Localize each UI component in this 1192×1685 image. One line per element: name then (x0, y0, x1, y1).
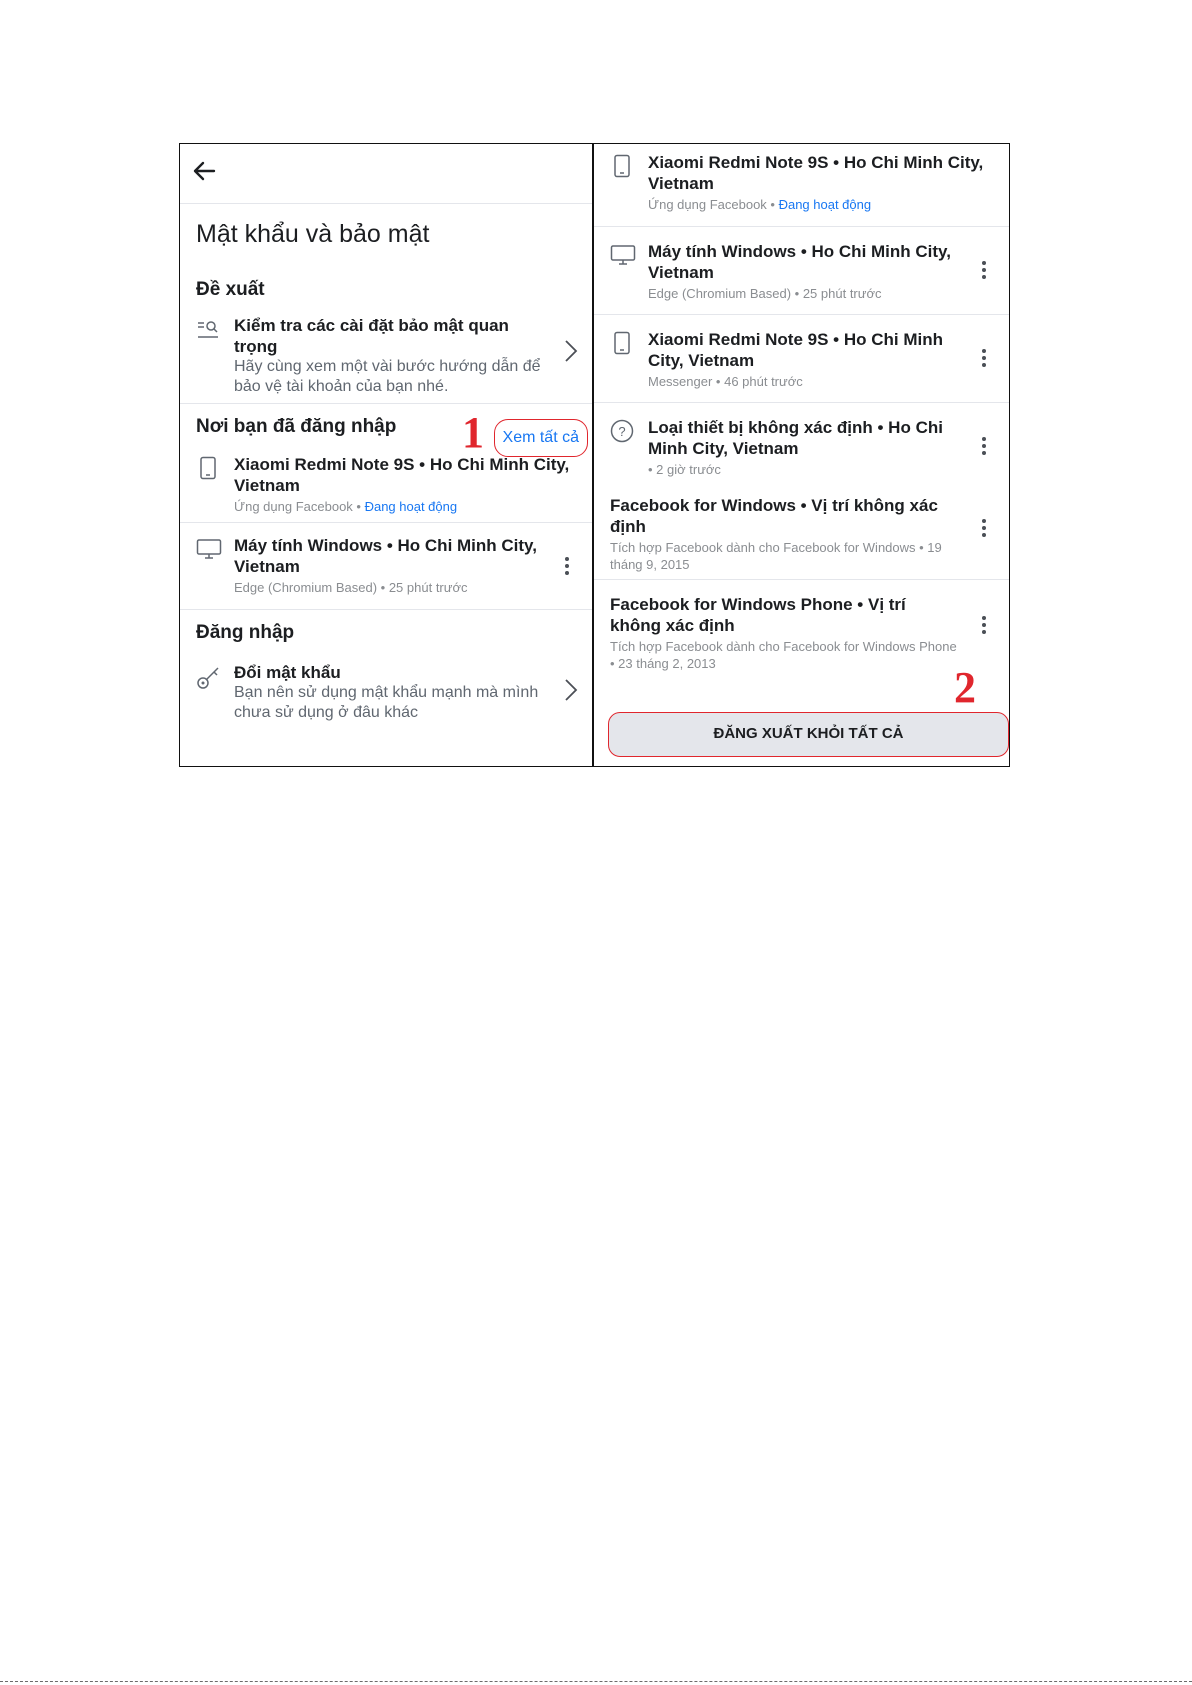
device-name: Xiaomi Redmi Note 9S • Ho Chi Minh City, Vietnam (234, 455, 570, 495)
session-meta: Messenger • 46 phút trước (648, 374, 803, 389)
change-password-title: Đổi mật khẩu (234, 663, 341, 682)
session-meta: • 2 giờ trước (648, 462, 721, 477)
see-all-button[interactable]: Xem tất cả (494, 419, 588, 457)
more-options-icon[interactable] (981, 616, 987, 636)
session-item[interactable] (594, 580, 1009, 674)
change-password-desc: Bạn nên sử dụng mật khẩu mạnh mà mình chưa sử dụng ở đâu khác (234, 684, 539, 721)
session-item[interactable] (594, 403, 1009, 487)
desktop-icon (196, 537, 220, 561)
device-item[interactable] (180, 444, 592, 522)
search-list-icon (196, 317, 220, 341)
chevron-right-icon (564, 678, 578, 702)
key-icon (196, 664, 220, 688)
question-icon (610, 419, 634, 443)
more-options-icon[interactable] (981, 349, 987, 369)
more-options-icon[interactable] (564, 557, 570, 577)
more-options-icon[interactable] (981, 519, 987, 539)
section-title-suggestions: Đề xuất (196, 279, 265, 300)
where-logged-in-panel (594, 144, 1009, 766)
page-footer-line (0, 1681, 1192, 1682)
security-check-title: Kiểm tra các cài đặt bảo mật quan trọng (234, 316, 509, 356)
session-meta: Edge (Chromium Based) • 25 phút trước (648, 286, 882, 301)
device-item[interactable] (180, 523, 592, 609)
phone-icon (610, 331, 634, 355)
active-status: Đang hoạt động (364, 499, 458, 514)
section-title-login: Đăng nhập (196, 622, 295, 643)
back-arrow-icon[interactable] (191, 158, 217, 184)
session-app: Ứng dụng Facebook • (648, 197, 779, 212)
security-check-desc: Hãy cùng xem một vài bước hướng dẫn để bảo vệ tài khoản của bạn nhé. (234, 358, 541, 395)
session-name: Facebook for Windows • Vị trí không xác định (610, 496, 938, 536)
session-item[interactable] (594, 144, 1009, 226)
device-name: Máy tính Windows • Ho Chi Minh City, Vietnam (234, 536, 537, 576)
security-check-item[interactable] (180, 301, 592, 393)
session-meta (648, 196, 993, 213)
session-meta: Tích hợp Facebook dành cho Facebook for Windows Phone • 23 tháng 2, 2013 (610, 639, 957, 671)
security-settings-panel (180, 144, 594, 766)
phone-icon (196, 456, 220, 480)
annotation-step-2: 2 (954, 663, 976, 712)
screenshot-frame (179, 143, 1010, 767)
session-meta: Tích hợp Facebook dành cho Facebook for Windows • 19 tháng 9, 2015 (610, 540, 942, 572)
top-bar (180, 144, 592, 204)
section-title-logged-in: Nơi bạn đã đăng nhập (196, 416, 397, 437)
svg-text:?: ? (618, 424, 626, 439)
session-name: Xiaomi Redmi Note 9S • Ho Chi Minh City, Vietnam (648, 330, 943, 370)
active-status: Đang hoạt động (778, 197, 872, 212)
logout-all-button[interactable]: ĐĂNG XUẤT KHỎI TẤT CẢ (608, 712, 1009, 757)
phone-icon (610, 154, 634, 178)
session-name: Máy tính Windows • Ho Chi Minh City, Vietnam (648, 242, 951, 282)
device-meta (234, 498, 576, 515)
session-name: Loại thiết bị không xác định • Ho Chi Minh City, Vietnam (648, 418, 943, 458)
page-title: Mật khẩu và bảo mật (196, 220, 430, 248)
session-item[interactable] (594, 315, 1009, 402)
more-options-icon[interactable] (981, 261, 987, 281)
change-password-item[interactable] (180, 654, 592, 726)
device-app: Ứng dụng Facebook • (234, 499, 365, 514)
session-item[interactable] (594, 487, 1009, 579)
session-name: Facebook for Windows Phone • Vị trí không xác định (610, 595, 906, 635)
desktop-icon (610, 243, 634, 267)
annotation-step-1: 1 (462, 408, 484, 457)
session-item[interactable] (594, 227, 1009, 314)
chevron-right-icon (564, 339, 578, 363)
device-meta: Edge (Chromium Based) • 25 phút trước (234, 580, 468, 595)
more-options-icon[interactable] (981, 437, 987, 457)
session-name: Xiaomi Redmi Note 9S • Ho Chi Minh City, Vietnam (648, 153, 984, 193)
